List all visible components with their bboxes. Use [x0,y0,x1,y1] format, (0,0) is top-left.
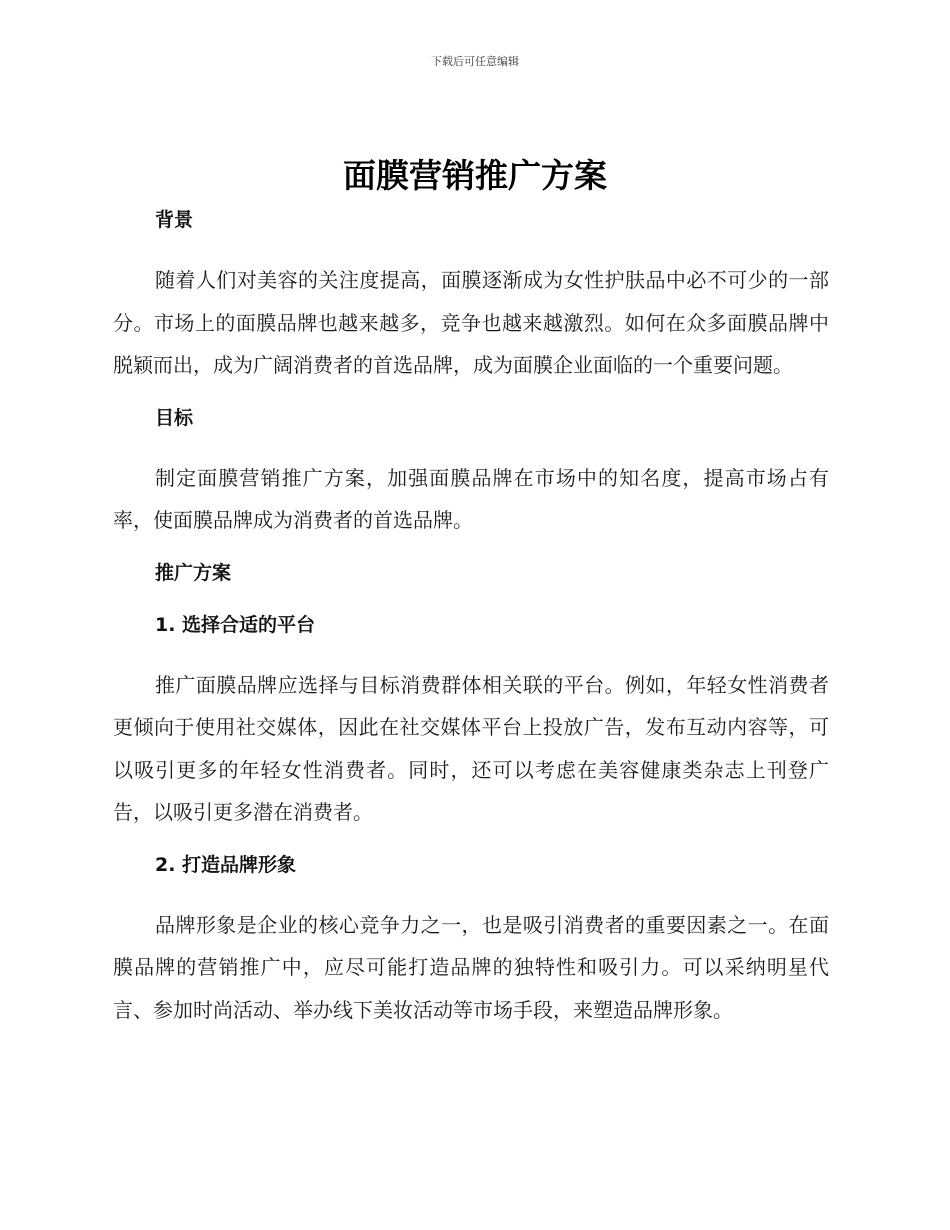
subheading-platform: 1. 选择合适的平台 [155,613,316,636]
section-heading-goal: 目标 [155,406,194,429]
subheading-brand-image: 2. 打造品牌形象 [155,853,297,876]
paragraph-background: 随着人们对美容的关注度提高，面膜逐渐成为女性护肤品中必不可少的一部分。市场上的面膜品牌也越来越多，竞争也越来越激烈。如何在众多面膜品牌中脱颖而出，成为广阔消费者的首选品牌，成为面膜企业面临的一个重要问题。 [113,268,829,377]
paragraph-platform: 推广面膜品牌应选择与目标消费群体相关联的平台。例如，年轻女性消费者更倾向于使用社交媒体，因此在社交媒体平台上投放广告，发布互动内容等，可以吸引更多的年轻女性消费者。同时，还可以考虑在美容健康类杂志上刊登广告，以吸引更多潜在消费者。 [113,672,829,824]
header-note: 下载后可任意编辑 [431,55,519,68]
paragraph-goal: 制定面膜营销推广方案，加强面膜品牌在市场中的知名度，提高市场占有率，使面膜品牌成为消费者的首选品牌。 [113,465,829,532]
section-heading-plan: 推广方案 [155,561,232,584]
page-title: 面膜营销推广方案 [343,156,607,195]
paragraph-brand-image: 品牌形象是企业的核心竞争力之一，也是吸引消费者的重要因素之一。在面膜品牌的营销推广中，应尽可能打造品牌的独特性和吸引力。可以采纳明星代言、参加时尚活动、举办线下美妆活动等市场手段，来塑造品牌形象。 [113,912,829,1022]
section-heading-background: 背景 [155,209,194,231]
document-body [113,204,829,1031]
